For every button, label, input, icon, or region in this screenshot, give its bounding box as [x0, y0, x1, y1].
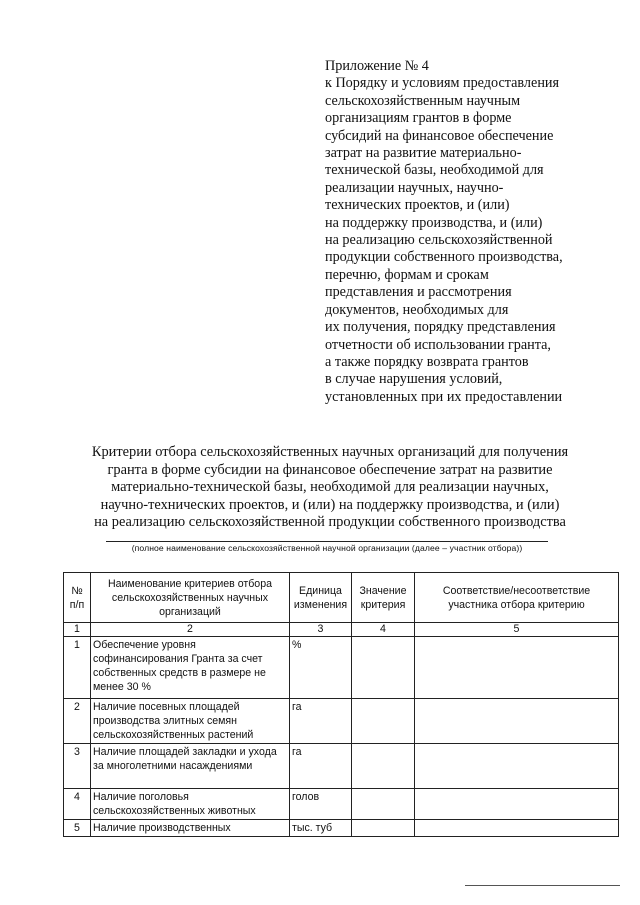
header-name: Наименование критериев отбора сельскохозяйственных научных организаций: [91, 573, 290, 623]
row-value: [352, 820, 415, 837]
table-row: [64, 699, 619, 744]
row-compliance: [415, 744, 619, 789]
table-row: [64, 637, 619, 699]
document-heading: [60, 444, 600, 532]
row-compliance: [415, 637, 619, 699]
appendix-line: в случае нарушения условий,: [325, 371, 503, 388]
appendix-line: документов, необходимых для: [325, 301, 509, 318]
row-num: 5: [64, 820, 91, 837]
organization-name-caption: (полное наименование сельскохозяйственной научной организации (далее – участник отбора)): [131, 543, 523, 553]
row-criterion: Наличие площадей закладки и ухода за многолетними насаждениями: [91, 744, 290, 789]
appendix-block: [325, 58, 605, 406]
row-value: [352, 744, 415, 789]
table-row: [64, 789, 619, 820]
table-row: [64, 820, 619, 837]
appendix-line: организациям грантов в форме: [325, 110, 512, 127]
appendix-title: Приложение № 4: [325, 58, 429, 74]
row-num: 2: [64, 699, 91, 744]
heading-line: гранта в форме субсидии на финансовое обеспечение затрат на развитие: [107, 461, 553, 478]
header-compliance: Соответствие/несоответствие участника отбора критерию: [415, 573, 619, 623]
column-number: 1: [64, 623, 91, 637]
appendix-line: на реализацию сельскохозяйственной: [325, 232, 553, 249]
appendix-line: продукции собственного производства,: [325, 249, 563, 266]
row-value: [352, 789, 415, 820]
row-criterion: Наличие поголовья сельскохозяйственных животных: [91, 789, 290, 820]
appendix-line: сельскохозяйственным научным: [325, 92, 521, 109]
appendix-line: а также порядку возврата грантов: [325, 353, 529, 370]
row-criterion: Наличие посевных площадей производства элитных семян сельскохозяйственных растений: [91, 699, 290, 744]
appendix-line: технической базы, необходимой для: [325, 162, 544, 179]
heading-line: Критерии отбора сельскохозяйственных научных организаций для получения: [91, 444, 569, 460]
appendix-line: к Порядку и условиям предоставления: [325, 75, 560, 92]
row-num: 1: [64, 637, 91, 699]
organization-name-line: [106, 541, 548, 542]
column-number: 5: [415, 623, 619, 637]
appendix-line: технических проектов, и (или): [325, 197, 510, 214]
row-compliance: [415, 820, 619, 837]
page-bottom-rule: [465, 885, 620, 886]
row-criterion: Наличие производственных: [91, 820, 290, 837]
row-compliance: [415, 789, 619, 820]
row-unit: голов: [290, 789, 352, 820]
row-unit: %: [290, 637, 352, 699]
table-row: [64, 744, 619, 789]
column-number: 4: [352, 623, 415, 637]
row-criterion: Обеспечение уровня софинансирования Гранта за счет собственных средств в размере не менее 30 %: [91, 637, 290, 699]
row-unit: га: [290, 699, 352, 744]
appendix-line: перечню, формам и срокам: [325, 266, 489, 283]
row-value: [352, 637, 415, 699]
appendix-line: на поддержку производства, и (или): [325, 214, 543, 231]
row-num: 4: [64, 789, 91, 820]
appendix-line: отчетности об использовании гранта,: [325, 336, 551, 353]
appendix-line: их получения, порядку представления: [325, 319, 556, 336]
row-compliance: [415, 699, 619, 744]
column-number-row: [64, 623, 619, 637]
criteria-table: [63, 572, 619, 837]
header-num: № п/п: [64, 573, 91, 623]
appendix-line: установленных при их предоставлении: [325, 388, 563, 405]
appendix-line: реализации научных, научно-: [325, 179, 504, 196]
heading-line: материально-технической базы, необходимой для реализации научных,: [111, 479, 549, 496]
appendix-line: затрат на развитие материально-: [325, 145, 522, 162]
table-header-row: [64, 573, 619, 623]
appendix-line: представления и рассмотрения: [325, 284, 512, 301]
row-value: [352, 699, 415, 744]
column-number: 3: [290, 623, 352, 637]
row-num: 3: [64, 744, 91, 789]
header-value: Значение критерия: [352, 573, 415, 623]
heading-line: научно-технических проектов, и (или) на поддержку производства, и (или): [100, 496, 560, 513]
appendix-line: субсидий на финансовое обеспечение: [325, 127, 554, 144]
row-unit: га: [290, 744, 352, 789]
row-unit: тыс. туб: [290, 820, 352, 837]
heading-line: на реализацию сельскохозяйственной продукции собственного производства: [94, 514, 566, 531]
column-number: 2: [91, 623, 290, 637]
header-unit: Единица изменения: [290, 573, 352, 623]
